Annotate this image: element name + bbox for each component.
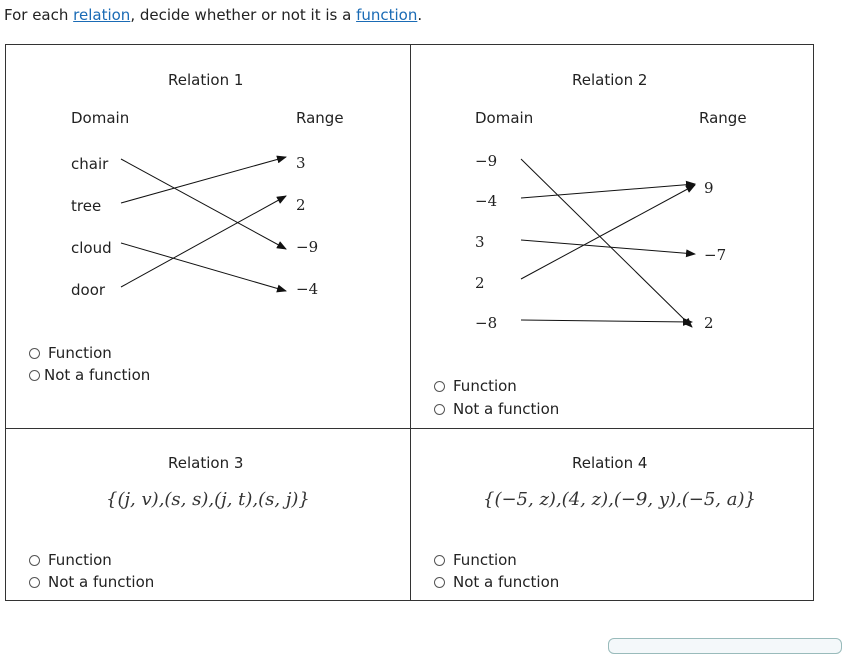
instruction-text (4, 6, 422, 24)
arrow-neg9-to-2 (521, 159, 692, 327)
relation-2-not-function-option[interactable] (434, 400, 559, 418)
arrow-tree-to-3 (121, 157, 286, 203)
option-label: Not a function (48, 573, 155, 591)
range-item: 2 (704, 314, 714, 332)
domain-item: 2 (475, 274, 485, 292)
radio-button[interactable] (434, 555, 445, 566)
relation-4-not-function-option[interactable] (434, 573, 559, 591)
radio-button[interactable] (434, 381, 445, 392)
relation-1-cell (6, 45, 410, 428)
relation-1-function-option[interactable] (29, 344, 112, 362)
relation-2-mapping-arrows (411, 45, 815, 428)
range-item: −4 (296, 280, 319, 298)
range-item: −9 (296, 238, 319, 256)
option-label: Function (453, 377, 517, 395)
relation-2-function-option[interactable] (434, 377, 517, 395)
relation-link[interactable]: relation (73, 6, 131, 24)
instruction-suffix: . (417, 6, 423, 24)
arrow-cloud-to-neg4 (121, 243, 286, 291)
instruction-prefix: For each (4, 6, 74, 24)
option-label: Function (453, 551, 517, 569)
relation-3-title: Relation 3 (168, 454, 244, 472)
relation-4-function-option[interactable] (434, 551, 517, 569)
radio-button[interactable] (29, 577, 40, 588)
relation-1-domain-label: Domain (71, 109, 130, 127)
arrow-2-to-9 (521, 185, 695, 279)
relation-4-cell (411, 429, 815, 601)
option-label: Function (48, 551, 112, 569)
domain-item: cloud (71, 239, 112, 257)
radio-button[interactable] (29, 555, 40, 566)
range-item: −7 (704, 246, 727, 264)
relation-3-not-function-option[interactable] (29, 573, 154, 591)
option-label: Function (48, 344, 112, 362)
domain-item: 3 (475, 233, 485, 251)
range-item: 9 (704, 179, 714, 197)
arrow-neg4-to-9 (521, 184, 695, 198)
arrow-3-to-neg7 (521, 240, 695, 254)
radio-button[interactable] (434, 577, 445, 588)
arrow-door-to-2 (121, 196, 286, 287)
relation-2-range-label: Range (699, 109, 747, 127)
range-item: 2 (296, 196, 306, 214)
option-label: Not a function (453, 400, 560, 418)
relation-2-domain-label: Domain (475, 109, 534, 127)
radio-button[interactable] (29, 370, 40, 381)
relation-1-not-function-option[interactable] (29, 366, 150, 384)
relations-grid (5, 44, 814, 601)
arrow-chair-to-neg9 (121, 159, 286, 249)
function-link[interactable]: function (356, 6, 418, 24)
relation-4-title: Relation 4 (572, 454, 648, 472)
relation-3-cell (6, 429, 410, 601)
relation-1-range-label: Range (296, 109, 344, 127)
relation-4-set: {(−5, z),(4, z),(−9, y),(−5, a)} (483, 489, 756, 510)
partial-bottom-button[interactable] (608, 638, 842, 654)
domain-item: door (71, 281, 106, 299)
relation-1-title: Relation 1 (168, 71, 244, 89)
radio-button[interactable] (434, 404, 445, 415)
domain-item: −8 (475, 314, 498, 332)
relation-2-cell (411, 45, 815, 428)
option-label: Not a function (453, 573, 560, 591)
instruction-middle: , decide whether or not it is a (130, 6, 357, 24)
domain-item: chair (71, 155, 109, 173)
relation-2-title: Relation 2 (572, 71, 648, 89)
relation-3-set: {(j, v),(s, s),(j, t),(s, j)} (106, 489, 310, 510)
relation-3-function-option[interactable] (29, 551, 112, 569)
domain-item: −4 (475, 192, 498, 210)
range-item: 3 (296, 154, 306, 172)
option-label: Not a function (44, 366, 151, 384)
domain-item: tree (71, 197, 102, 215)
arrow-neg8-to-2 (521, 320, 692, 322)
domain-item: −9 (475, 152, 498, 170)
radio-button[interactable] (29, 348, 40, 359)
